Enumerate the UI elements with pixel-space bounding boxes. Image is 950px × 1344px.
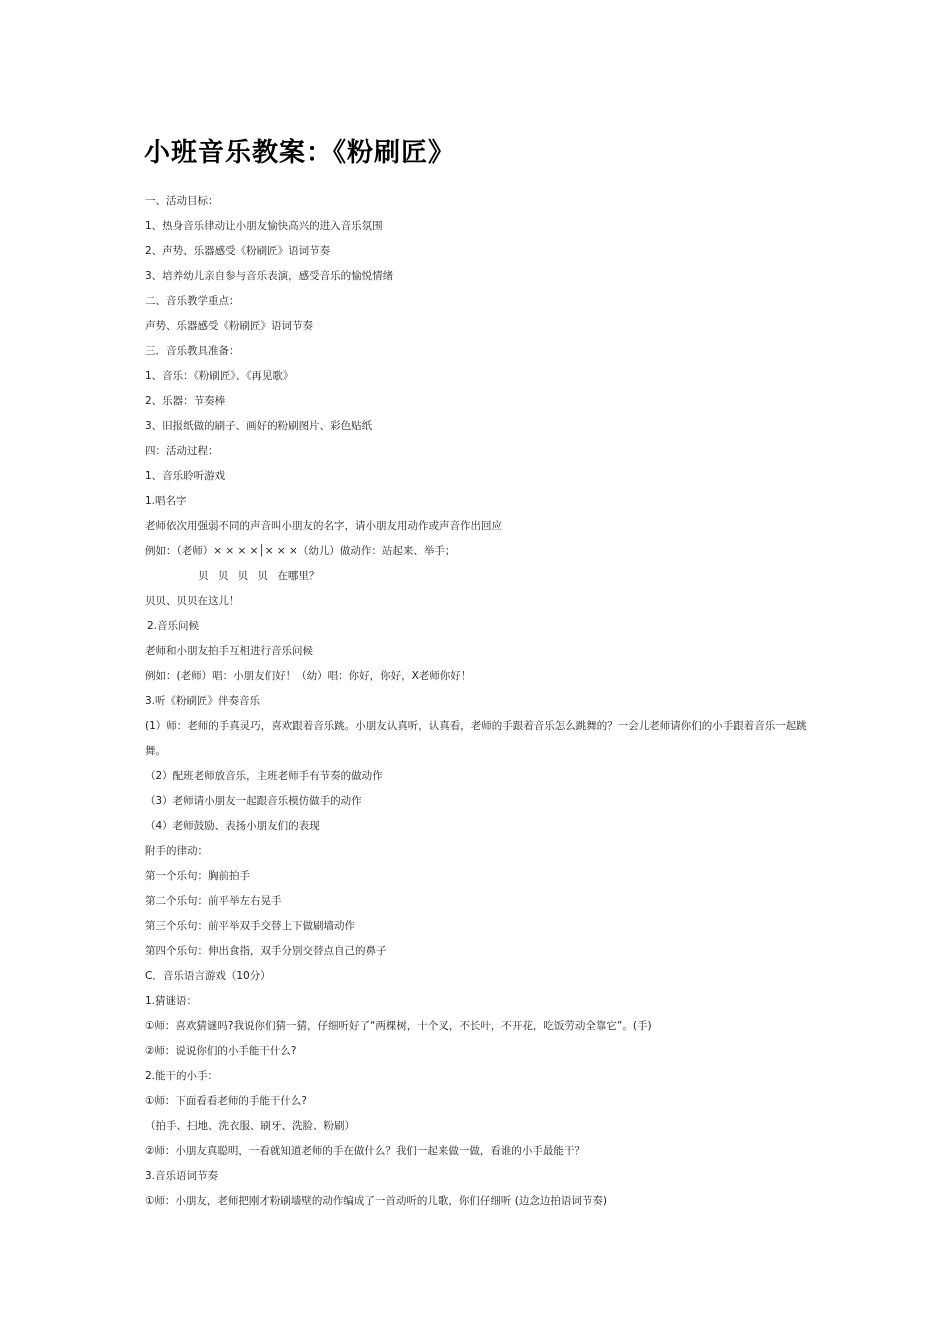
text-line: 2、声势、乐器感受《粉刷匠》语词节奏 <box>145 245 331 257</box>
text-line: ②师：说说你们的小手能干什么? <box>145 1045 297 1057</box>
text-line: 一、活动目标： <box>145 195 219 207</box>
text-line: 2、乐器：节奏棒 <box>145 395 226 407</box>
text-line: 声势、乐器感受《粉刷匠》语词节奏 <box>145 320 313 332</box>
text-line: 例如：（老师）× × × ×│× × ×（幼儿）做动作：站起来、举手； <box>145 545 456 557</box>
text-line: 附手的律动： <box>145 845 208 857</box>
text-line: C．音乐语言游戏（10分） <box>145 970 271 982</box>
text-line: 1、音乐：《粉刷匠》、《再见歌》 <box>145 370 294 382</box>
text-line: ①师：喜欢猜谜吗?我说你们猜一猜，仔细听好了“两棵树，十个叉，不长叶，不开花，吃饭劳动全靠它”。(手) <box>145 1020 652 1032</box>
text-line: 四：活动过程： <box>145 445 219 457</box>
text-line: （4）老师鼓励、表扬小朋友们的表现 <box>145 820 320 832</box>
text-line: 第一个乐句：胸前拍手 <box>145 870 250 882</box>
text-line: 1、音乐聆听游戏 <box>145 470 226 482</box>
text-line: 例如：(老师）唱：小朋友们好！（幼）唱：你好，你好，X老师你好！ <box>145 670 472 682</box>
document-title: 小班音乐教案：《粉刷匠》 <box>144 138 456 168</box>
text-line: 贝贝、贝贝在这儿！ <box>145 595 240 607</box>
document-body <box>145 192 825 1217</box>
text-line: 1、热身音乐律动让小朋友愉快高兴的进入音乐氛围 <box>145 220 383 232</box>
text-line: 三．音乐教具准备： <box>145 345 240 357</box>
text-line: 3.音乐语词节奏 <box>145 1170 219 1182</box>
text-line: ①师：下面看看老师的手能干什么? <box>145 1095 307 1107</box>
text-line: 2.能干的小手： <box>145 1070 219 1082</box>
paragraph: (1）师：老师的手真灵巧，喜欢跟着音乐跳。小朋友认真听，认真看，老师的手跟着音乐怎么跳舞的？一会儿老师请你们的小手跟着音乐一起跳舞。 <box>145 720 807 757</box>
text-line: 二、音乐教学重点： <box>145 295 240 307</box>
text-line: （拍手、扫地、洗衣服、刷牙、洗脸、粉刷） <box>145 1120 355 1132</box>
text-line: （2）配班老师放音乐，主班老师手有节奏的做动作 <box>145 770 383 782</box>
text-line: （3）老师请小朋友一起跟音乐模仿做手的动作 <box>145 795 362 807</box>
text-line: 第二个乐句：前平举左右晃手 <box>145 895 282 907</box>
text-line: 2.音乐问候 <box>147 620 200 632</box>
text-line: 第四个乐句：伸出食指，双手分别交替点自己的鼻子 <box>145 945 387 957</box>
text-line: 老师依次用强弱不同的声音叫小朋友的名字，请小朋友用动作或声音作出回应 <box>145 520 502 532</box>
text-line: ②师：小朋友真聪明，一看就知道老师的手在做什么？我们一起来做一做，看谁的小手最能干？ <box>145 1145 585 1157</box>
lyrics-line: 贝 贝 贝 贝 在哪里？ <box>198 570 320 582</box>
text-line: 老师和小朋友拍手互相进行音乐问候 <box>145 645 313 657</box>
text-line: 3.听《粉刷匠》伴奏音乐 <box>145 695 261 707</box>
text-line: ①师：小朋友，老师把刚才粉刷墙壁的动作编成了一首动听的儿歌，你们仔细听 (边念边拍语词节奏) <box>145 1195 607 1207</box>
text-line: 第三个乐句：前平举双手交替上下做刷墙动作 <box>145 920 355 932</box>
text-line: 1.猜谜语： <box>145 995 198 1007</box>
text-line: 3、培养幼儿亲自参与音乐表演，感受音乐的愉悦情绪 <box>145 270 394 282</box>
text-line: 1.唱名字 <box>145 495 187 507</box>
text-line: 3、旧报纸做的刷子、画好的粉刷图片、彩色贴纸 <box>145 420 373 432</box>
